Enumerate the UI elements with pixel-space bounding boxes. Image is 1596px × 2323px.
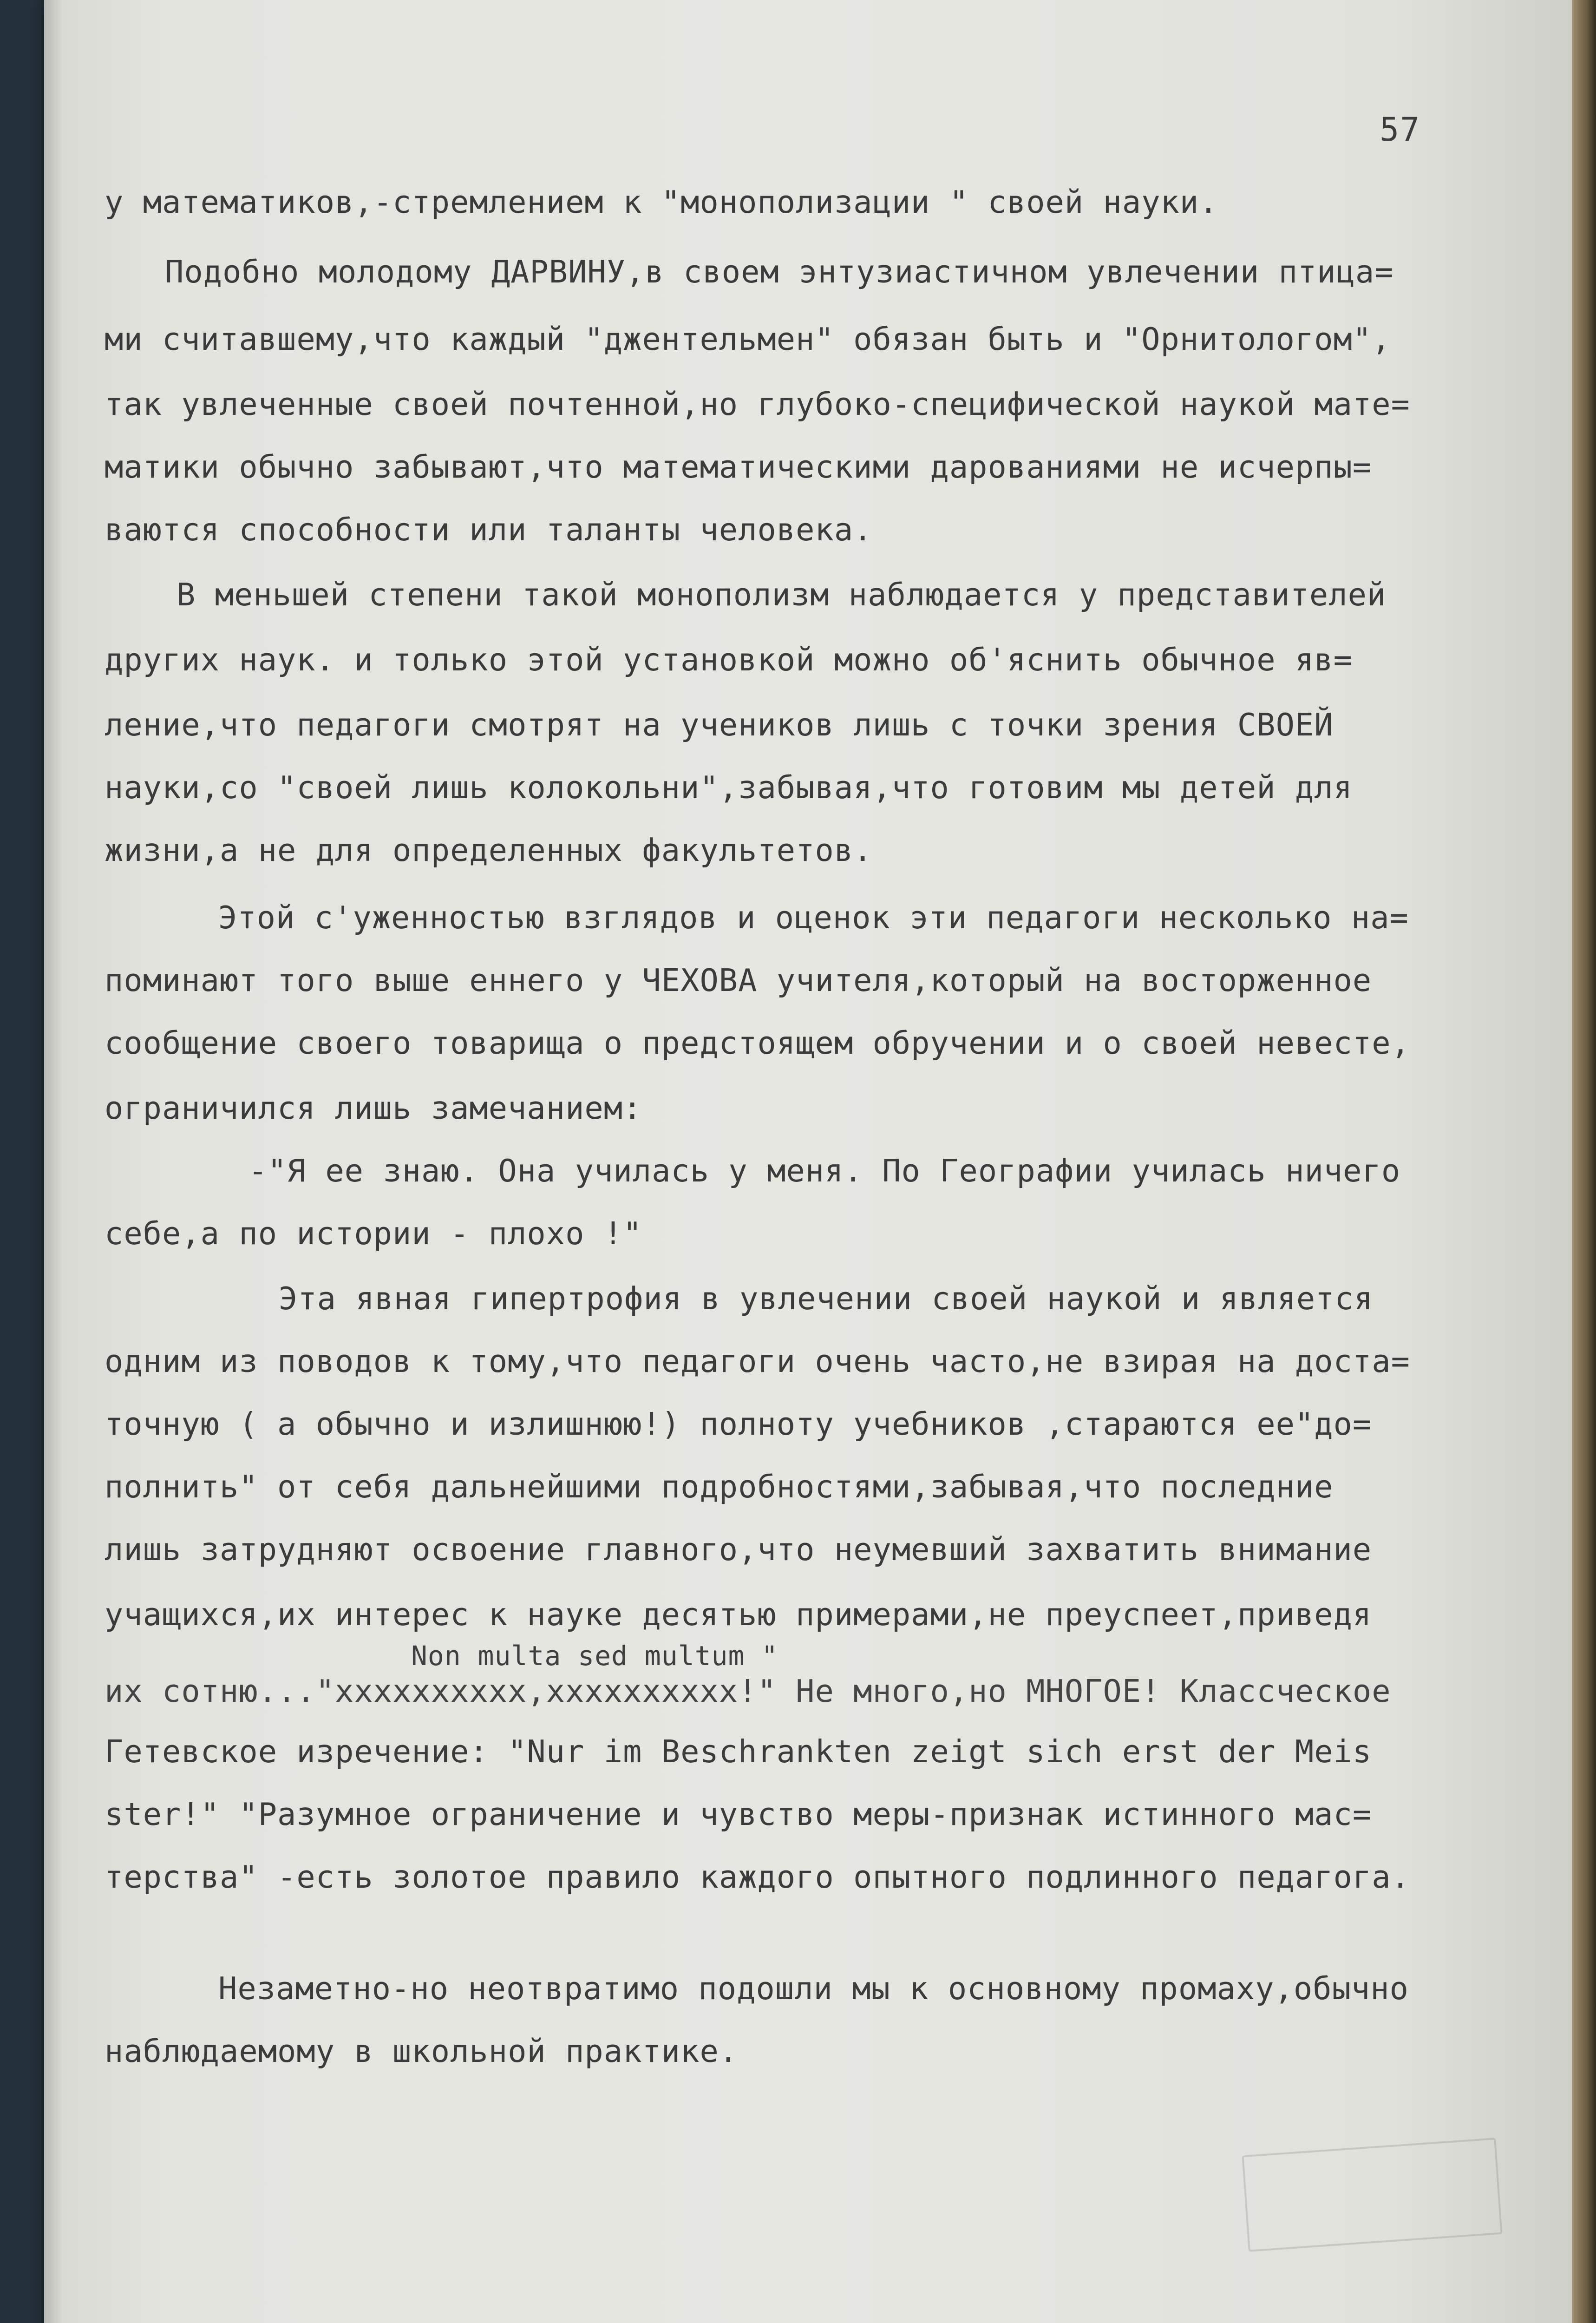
text-line: ster!" "Разумное ограничение и чувство меры-признак истинного мас= (105, 1796, 1372, 1832)
text-line: жизни,а не для определенных факультетов. (105, 832, 873, 868)
text-line: В меньшей степени такой монополизм наблюдается у представителей (177, 577, 1387, 613)
page-number: 57 (1380, 111, 1421, 149)
text-line: ваются способности или таланты человека. (105, 512, 873, 548)
text-line: одним из поводов к тому,что педагоги очень часто,не взирая на доста= (105, 1343, 1410, 1379)
text-line: себе,а по истории - плохо !" (105, 1215, 642, 1252)
text-line: Этой с'уженностью взглядов и оценок эти педагоги несколько на= (218, 899, 1409, 936)
text-line: Эта явная гипертрофия в увлечении своей наукой и является (279, 1280, 1374, 1317)
text-line: ми считавшему,что каждый "джентельмен" обязан быть и "Орнитологом", (105, 321, 1391, 357)
text-line: Незаметно-но неотвратимо подошли мы к основному промаху,обычно (218, 1970, 1409, 2007)
text-line: лишь затрудняют освоение главного,что неумевший захватить внимание (105, 1531, 1372, 1568)
text-line: учащихся,их интерес к науке десятью примерами,не преуспеет,приведя (105, 1596, 1372, 1633)
faint-stamp (1242, 2138, 1502, 2252)
text-line: -"Я ее знаю. Она училась у меня. По Географии училась ничего (249, 1153, 1401, 1189)
page-left-shadow (44, 0, 63, 2323)
text-line: матики обычно забывают,что математическими дарованиями не исчерпы= (105, 449, 1372, 485)
text-line: Гетевское изречение: "Nur im Beschrankten zeigt sich erst der Meis (105, 1733, 1372, 1770)
text-line: Подобно молодому ДАРВИНУ,в своем энтузиастичном увлечении птица= (165, 254, 1394, 290)
text-line: наблюдаемому в школьной практике. (105, 2033, 739, 2069)
text-line: других наук. и только этой установкой можно об'яснить обычное яв= (105, 642, 1353, 678)
text-line: науки,со "своей лишь колокольни",забывая,что готовим мы детей для (105, 769, 1353, 806)
text-line: ление,что педагоги смотрят на учеников лишь с точки зрения СВОЕЙ (105, 707, 1334, 743)
text-line: у математиков,-стремлением к "монополизации " своей науки. (105, 184, 1218, 220)
text-line: терства" -есть золотое правило каждого опытного подлинного педагога. (105, 1859, 1410, 1895)
text-line: их сотню..."хххххххххх,хххххххххх!" Не много,но МНОГОЕ! Классческое (105, 1673, 1391, 1709)
text-line: точную ( а обычно и излишнюю!) полноту учебников ,стараются ее"до= (105, 1406, 1372, 1442)
text-line: поминают того выше еннего у ЧЕХОВА учителя,который на восторженное (105, 962, 1372, 998)
text-line: полнить" от себя дальнейшими подробностями,забывая,что последние (105, 1469, 1334, 1505)
binding-edge (1572, 0, 1596, 2323)
text-line: так увлеченные своей почтенной,но глубоко-специфической наукой мате= (105, 386, 1410, 422)
text-line: сообщение своего товарища о предстоящем обручении и о своей невесте, (105, 1025, 1410, 1061)
underline-mark (978, 1280, 1074, 1317)
interlinear-correction: Non multa sed multum " (411, 1640, 778, 1672)
text-line: ограничился лишь замечанием: (105, 1090, 642, 1126)
